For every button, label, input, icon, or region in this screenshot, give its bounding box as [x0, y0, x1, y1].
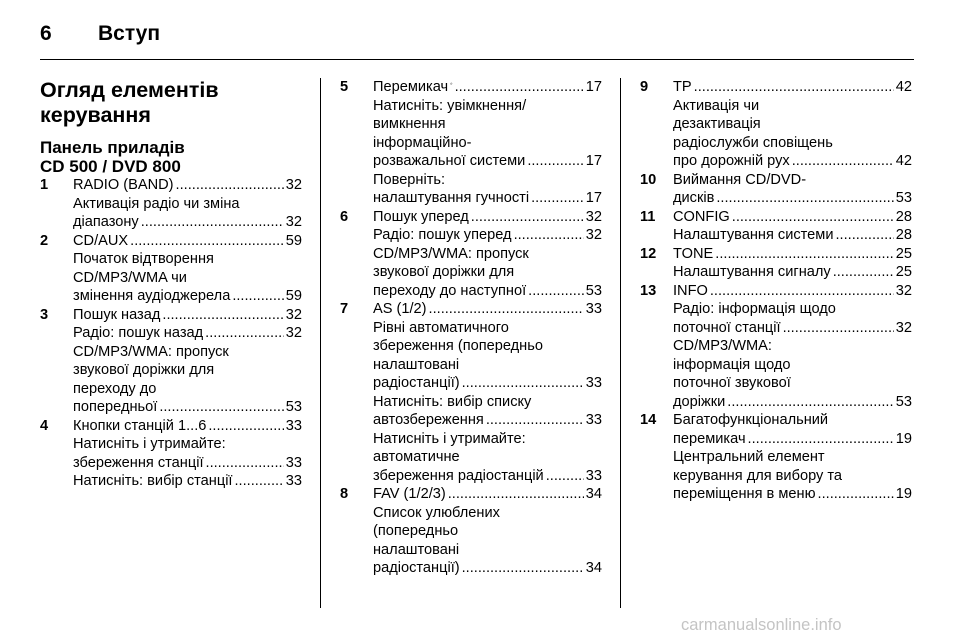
control-item-6 [340, 208, 602, 301]
item-text: Перемикач [373, 79, 449, 95]
leader-dots [715, 245, 893, 264]
item-number: 10 [640, 171, 657, 188]
item-line [673, 300, 912, 319]
item-text: дезактивація [673, 116, 761, 132]
item-text: CD/AUX [73, 232, 129, 249]
item-line [373, 208, 602, 227]
control-item-3 [40, 306, 302, 417]
leader-dots [710, 282, 894, 301]
item-text: керування для вибору та [673, 467, 843, 484]
leader-dots [159, 398, 283, 417]
page-ref: 32 [585, 208, 602, 225]
item-text: розважальної системи [373, 153, 526, 169]
page-ref: 33 [285, 473, 302, 489]
page-ref: 17 [585, 190, 602, 206]
item-line [73, 343, 302, 362]
item-number: 14 [640, 412, 657, 428]
item-line [673, 467, 912, 486]
page-ref: 28 [895, 208, 912, 225]
item-text: налаштовані [373, 541, 460, 558]
page-ref: 34 [585, 560, 602, 576]
section-title: Вступ [98, 22, 161, 45]
item-text: радіостанції) [373, 375, 460, 391]
page-ref: 19 [895, 430, 912, 447]
control-item-11 [640, 208, 912, 245]
control-item-4 [40, 417, 302, 491]
item-line [373, 430, 602, 449]
item-number: 11 [640, 208, 656, 225]
item-line [373, 134, 602, 153]
item-line [73, 287, 302, 306]
item-text: інформація щодо [673, 356, 791, 373]
section-subheading [40, 138, 302, 176]
subheading-line: CD 500 / DVD 800 [40, 157, 181, 176]
item-number: 4 [40, 417, 49, 434]
item-text: Активація чи [673, 97, 760, 114]
item-line [373, 78, 602, 97]
page-ref: 53 [285, 399, 302, 415]
item-text: Натисніть і утримайте: [373, 430, 526, 447]
item-text: збереження радіостанцій [373, 467, 544, 484]
item-line [373, 319, 602, 338]
item-line [373, 245, 602, 264]
item-line [73, 195, 302, 214]
item-line [673, 152, 912, 171]
item-text: налаштовані [373, 356, 460, 373]
item-text: FAV (1/2/3) [373, 486, 446, 502]
item-number: 5 [340, 79, 349, 95]
page-ref: 32 [285, 177, 302, 193]
item-text: налаштування гучності [373, 190, 530, 206]
item-line [73, 454, 302, 473]
item-text: радіослужби сповіщень [673, 134, 833, 151]
control-item-5 [340, 78, 602, 208]
control-item-12 [640, 245, 912, 282]
item-line [373, 448, 602, 467]
leader-dots [818, 485, 894, 504]
page-ref: 42 [895, 153, 912, 169]
leader-dots [208, 417, 283, 436]
item-line [673, 134, 912, 153]
leader-dots [455, 78, 584, 97]
item-line [673, 282, 912, 301]
control-item-9 [640, 78, 912, 171]
item-text: Радіо: пошук назад [73, 325, 204, 341]
item-text: звукової доріжки для [373, 264, 515, 280]
item-line [673, 263, 912, 282]
leader-dots [462, 374, 584, 393]
leader-dots [429, 300, 584, 319]
page-ref: 33 [585, 375, 602, 391]
item-text: збереження (попередньо [373, 338, 543, 354]
item-line [373, 337, 602, 356]
item-text: інформаційно- [373, 134, 472, 151]
item-line [373, 485, 602, 504]
item-text: (попередньо [373, 523, 459, 539]
control-item-10 [640, 171, 912, 208]
item-line [373, 282, 602, 301]
page-title [40, 78, 302, 128]
item-number: 7 [340, 301, 349, 317]
item-text: радіостанції) [373, 560, 460, 576]
item-text: звукової доріжки для [73, 362, 215, 378]
item-number: 13 [640, 282, 657, 299]
item-line [673, 356, 912, 375]
page-ref: 32 [895, 282, 912, 299]
item-text: змінення аудіоджерела [73, 288, 231, 304]
leader-dots [748, 430, 894, 449]
leader-dots [694, 78, 894, 97]
column-3 [640, 78, 912, 504]
item-line [73, 361, 302, 380]
item-text: автоматичне [373, 449, 460, 465]
leader-dots [783, 319, 894, 338]
page-ref: 17 [585, 79, 602, 95]
item-text: INFO [673, 282, 708, 299]
leader-dots [235, 472, 284, 491]
item-text: попередньої [73, 399, 158, 415]
item-text: переміщення в меню [673, 486, 816, 502]
item-text: Виймання CD/DVD- [673, 171, 807, 188]
item-line [373, 300, 602, 319]
item-line [73, 250, 302, 269]
item-text: TONE [673, 245, 714, 262]
item-line [373, 374, 602, 393]
item-text: Налаштування сигналу [673, 264, 831, 280]
page-header [40, 14, 160, 54]
leader-dots [232, 287, 283, 306]
item-number: 3 [40, 306, 49, 323]
item-text: збереження станції [73, 454, 204, 471]
item-line [373, 152, 602, 171]
page-number: 6 [40, 22, 52, 45]
page-ref: 32 [585, 227, 602, 243]
page-ref: 42 [895, 79, 912, 95]
page-ref: 32 [895, 319, 912, 336]
item-line [673, 337, 912, 356]
subheading-line: Панель приладів [40, 138, 185, 157]
item-text: про дорожній рух [673, 153, 790, 169]
item-text: Кнопки станцій 1...6 [73, 417, 207, 434]
item-line [673, 97, 912, 116]
item-line [673, 78, 912, 97]
page-ref: 53 [895, 190, 912, 206]
item-text: Натисніть: вибір списку [373, 393, 532, 410]
item-line [373, 393, 602, 412]
item-text: Радіо: інформація щодо [673, 301, 836, 317]
item-line [73, 398, 302, 417]
item-text: поточної станції [673, 319, 781, 336]
item-line [373, 356, 602, 375]
item-line [673, 189, 912, 208]
page-ref: 32 [285, 325, 302, 341]
item-line [73, 417, 302, 436]
leader-dots [732, 208, 894, 227]
leader-dots [141, 213, 284, 232]
item-line [373, 522, 602, 541]
page-ref: 59 [285, 288, 302, 304]
item-line [673, 171, 912, 190]
item-line [73, 324, 302, 343]
item-line [373, 263, 602, 282]
item-text: Список улюблених [373, 504, 500, 521]
item-text: перемикач [673, 430, 746, 447]
item-text: Початок відтворення [73, 251, 214, 267]
page-ref: 17 [585, 153, 602, 169]
item-line [373, 226, 602, 245]
column-1 [40, 78, 302, 491]
item-line [73, 232, 302, 251]
item-line [673, 208, 912, 227]
item-text: Радіо: пошук уперед [373, 227, 512, 243]
power-icon [450, 78, 452, 89]
item-line [673, 448, 912, 467]
page-ref: 59 [285, 232, 302, 249]
leader-dots [716, 189, 893, 208]
page-ref: 32 [285, 214, 302, 230]
item-text: AS (1/2) [373, 301, 427, 317]
page-ref: 33 [585, 412, 602, 428]
page-ref: 25 [895, 245, 912, 262]
item-line [73, 213, 302, 232]
item-number: 9 [640, 79, 649, 95]
page-ref: 28 [895, 227, 912, 243]
item-line [673, 245, 912, 264]
leader-dots [162, 306, 283, 325]
page-ref: 25 [895, 264, 912, 280]
column-2 [340, 78, 602, 578]
item-text: доріжки [673, 393, 726, 410]
control-item-13 [640, 282, 912, 412]
item-text: Пошук назад [73, 306, 161, 323]
item-number: 12 [640, 245, 657, 262]
item-line [673, 393, 912, 412]
item-line [73, 380, 302, 399]
page-ref: 53 [585, 282, 602, 299]
item-number: 1 [40, 177, 49, 193]
leader-dots [836, 226, 894, 245]
item-line [673, 226, 912, 245]
item-line [373, 541, 602, 560]
item-text: CD/MP3/WMA: [673, 338, 772, 354]
leader-dots [462, 559, 584, 578]
item-text: поточної звукової [673, 375, 791, 391]
item-line [373, 411, 602, 430]
item-text: Активація радіо чи зміна [73, 195, 240, 212]
item-text: CD/MP3/WMA: пропуск [373, 245, 529, 262]
column-divider [320, 78, 321, 608]
item-number: 8 [340, 486, 349, 502]
item-line [373, 171, 602, 190]
column-divider [620, 78, 621, 608]
page-ref: 33 [585, 467, 602, 484]
item-number: 2 [40, 232, 49, 249]
item-line [73, 269, 302, 288]
item-text: Рівні автоматичного [373, 319, 509, 336]
item-text: TP [673, 79, 692, 95]
page-ref: 33 [585, 301, 602, 317]
leader-dots [176, 176, 284, 195]
item-text: переходу до наступної [373, 282, 527, 299]
item-text: Пошук уперед [373, 208, 469, 225]
page-ref: 33 [285, 417, 302, 434]
control-item-2 [40, 232, 302, 306]
item-text: Натисніть: вибір станції [73, 473, 233, 489]
item-line [73, 435, 302, 454]
leader-dots [792, 152, 894, 171]
page-ref: 34 [585, 486, 602, 502]
watermark: carmanualsonline.info [681, 616, 842, 634]
item-text: Поверніть: [373, 171, 446, 188]
item-text: вимкнення [373, 116, 446, 132]
leader-dots [528, 282, 584, 301]
header-divider [40, 59, 914, 60]
page-ref: 32 [285, 306, 302, 323]
leader-dots [531, 189, 584, 208]
item-text: Центральний елемент [673, 449, 825, 465]
item-text: діапазону [73, 214, 139, 230]
control-item-1 [40, 176, 302, 232]
item-line [673, 485, 912, 504]
item-text: RADIO (BAND) [73, 177, 174, 193]
item-line [73, 306, 302, 325]
leader-dots [727, 393, 893, 412]
item-text: Натисніть і утримайте: [73, 436, 226, 452]
item-line [673, 430, 912, 449]
title-line: керування [40, 103, 151, 127]
item-text: CD/MP3/WMA чи [73, 269, 187, 286]
page-ref: 19 [895, 486, 912, 502]
control-item-14 [640, 411, 912, 504]
leader-dots [486, 411, 584, 430]
item-line [373, 115, 602, 134]
control-item-7 [340, 300, 602, 485]
leader-dots [206, 454, 284, 473]
item-text: переходу до [73, 380, 157, 397]
item-number: 6 [340, 208, 349, 225]
item-line [373, 504, 602, 523]
item-line [73, 176, 302, 195]
item-line [673, 411, 912, 430]
item-line [73, 472, 302, 491]
item-line [373, 467, 602, 486]
item-line [373, 189, 602, 208]
leader-dots [527, 152, 583, 171]
item-line [673, 319, 912, 338]
leader-dots [448, 485, 584, 504]
leader-dots [833, 263, 894, 282]
item-text: автозбереження [373, 412, 484, 428]
item-text: Налаштування системи [673, 227, 834, 243]
item-text: CD/MP3/WMA: пропуск [73, 343, 229, 360]
item-text: дисків [673, 190, 715, 206]
leader-dots [130, 232, 284, 251]
item-text: Натисніть: увімкнення/ [373, 97, 527, 114]
item-line [673, 115, 912, 134]
item-line [373, 97, 602, 116]
item-line [673, 374, 912, 393]
leader-dots [471, 208, 584, 227]
page-ref: 53 [895, 393, 912, 410]
item-text: CONFIG [673, 208, 730, 225]
item-text: Багатофункціональний [673, 412, 829, 428]
leader-dots [514, 226, 584, 245]
leader-dots [546, 467, 584, 486]
page-ref: 33 [285, 454, 302, 471]
title-line: Огляд елементів [40, 78, 219, 102]
item-line [373, 559, 602, 578]
leader-dots [205, 324, 284, 343]
control-item-8 [340, 485, 602, 578]
